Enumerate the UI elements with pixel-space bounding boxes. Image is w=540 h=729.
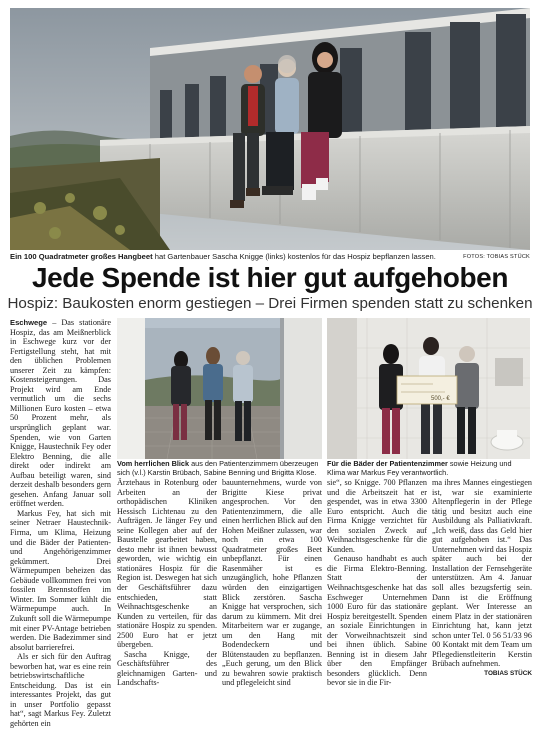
photo-credit: FOTOS: TOBIAS STÜCK xyxy=(463,254,530,260)
headline: Jede Spende ist hier gut aufgehoben xyxy=(31,262,509,293)
author-byline: TOBIAS STÜCK xyxy=(484,669,532,677)
paragraph: Markus Fey, hat sich mit seiner Netraer Haustechnik-Firma, um Klima, Heizung und die Bäder der Patienten- und Angehörigenzimmer gekümmert. Drei Wärmepumpen beheizen das Gebäude vollkommen frei von fossilen Brennstoffen im Winter. Im Sommer kühlt die Wärmepumpe auch. In Zukunft soll die Wärmepumpe mit einer PV-Antage betrieben werden. Die Badezimmer sind absolut barrierefrei. xyxy=(10,508,111,652)
article-column-2 xyxy=(117,478,217,688)
hero-caption-bold: Ein 100 Quadratmeter großes Hangbeet xyxy=(10,252,153,261)
article-column-3 xyxy=(222,478,322,688)
paragraph: Genauso handhabt es auch die Firma Elektro-Benning. Statt der Weihnachtsgeschenke hat das Eschweger Unternehmen 1000 Euro für das stationäre Hospiz bereitgestellt. Spenden an soziale Einrichtungen in der Vorweihnachtszeit sind bei ihnen üblich. Sabine Benning ist in diesem Jahr über den Empfänger besonders glücklich. Denn bevor sie in die Fir- xyxy=(327,554,427,688)
photo-bathroom xyxy=(327,318,530,459)
hero-caption-text: hat Gartenbauer Sascha Knigge (links) kostenlos für das Hospiz bepflanzen lassen. xyxy=(152,252,436,261)
photo-bathroom-caption xyxy=(327,459,530,477)
hero-photo xyxy=(10,8,530,250)
paragraph: bauunternehmens, wurde von Brigitte Kiese privat angesprochen. Vor den Patientenzimmern, die alle einen herrlichen Blick auf den Hohen Meißner zulassen, war noch ein etwa 100 Quadratmeter großes Beet unbepflanzt. Für einen Rasenmäher ist es unzugänglich, hohe Pflanzen würden den einzigartigen Blick zerstören. Sascha Knigge hat versprochen, sich darum zu kümmern. Mit drei Mitarbeitern war er zugange, um den Hang mit Bodendeckern und Blütenstauden zu bepflanzen. „Euch gerung, um den Blick zu bewahren sowie praktisch und pflegeleicht sind xyxy=(222,478,322,688)
paragraph: sie“, so Knigge. 700 Pflanzen und die Arbeitszeit hat er gespendet, was in etwa 3300 Euro entspricht. Auch die Firma Knigge verzichtet für den sozialen Zweck auf Weihnachtsgeschenke für die Kunden. xyxy=(327,478,427,554)
paragraph: Ärztehaus in Rotenburg oder Arbeiten an der orthopädischen Kliniken Hessisch Lichtenau zu den Aufträgen. Je länger Fey und seine Kollegen aber auf der Baustelle gearbeitet haben, desto mehr ist ihnen bewusst geworden, wie wichtig ein stationäres Hospiz für die Region ist. Deswegen hat sich der Geschäftsführer dazu entschieden, statt Weihnachtsgeschenke an Kunden zu verteilen, für das stationäre Hospiz zu spenden. 2500 Euro hat er jetzt übergeben. xyxy=(117,478,217,650)
article-column-1 xyxy=(10,318,111,728)
photo-window-view-caption xyxy=(117,459,322,477)
photo-window-view xyxy=(117,318,322,459)
paragraph: ma ihres Mannes eingestiegen ist, war sie examinierte Altenpflegerin in der Pflege tätig und besitzt auch eine Ausbildung als Palliativkraft. „Ich weiß, dass das Geld hier gut aufgehoben ist.“ Das Unternehmen wird das Hospiz später auch bei der Installation der Fernsehgeräte unterstützen. Am 4. Januar soll alles bezugsfertig sein. Dann ist die Eröffnung geplant. Wer Interesse an einem Platz in der stationären Einrichtung hat, kann jetzt schon unter Tel. 0 56 51/33 96 00 Kontakt mit dem Team um Pflegedienstleiterin Kerstin Brübach aufnehmen. xyxy=(432,478,532,669)
caption-text: aus den Patientenzimmern überzeugen sich (v.l.) Karstin Brübach, Sabine Benning und Brigitta Klose. xyxy=(117,459,319,477)
dateline: Eschwege xyxy=(10,318,48,327)
subheadline: Hospiz: Baukosten enorm gestiegen – Drei Firmen spenden statt zu schenken xyxy=(7,295,533,312)
caption-bold: Vom herrlichen Blick xyxy=(117,459,190,468)
caption-bold: Für die Bäder der Patientenzimmer xyxy=(327,459,448,468)
caption-text: sowie Heizung und Klima war Markus Fey verantwortlich. xyxy=(327,459,512,477)
hero-photo-illustration xyxy=(10,8,530,250)
photo-window-view-illustration xyxy=(117,318,322,459)
photo-bathroom-illustration xyxy=(327,318,530,459)
paragraph: Eschwege – Das stationäre Hospiz, das am Meißnerblick in Eschwege kurz vor der Fertigstellung steht, hat mit den üblichen Problemen unserer Zeit zu kämpfen: Kostensteigerungen. Das Projekt wird am Ende vermutlich um die sechs Millionen Euro kosten – etwa 50 Prozent mehr, als ursprünglich geplant war. Spenden, wie von Garten Knigge, Haustechnik Fey oder Elektro Benning, die alle direkt oder indirekt am Aufbau beteiligt waren, sind derzeit deshalb besonders gern gesehen. Anfang Januar soll eröffnet werden. xyxy=(10,318,111,509)
article-column-5 xyxy=(432,478,532,677)
check-amount: 500,- € xyxy=(431,396,450,402)
paragraph: Sascha Knigge, der Geschäftsführer des gleichnamigen Garten- und Landschafts- xyxy=(117,649,217,688)
paragraph: Als er sich für den Auftrag beworben hat, war es eine rein betriebswirtschaftliche Entscheidung. Das ist ein interessantes Projekt, das gut in unser Portfolio gepasst hat“, sagt Markus Fey. Zuletzt gehörten ein xyxy=(10,652,111,728)
article-column-4 xyxy=(327,478,427,688)
